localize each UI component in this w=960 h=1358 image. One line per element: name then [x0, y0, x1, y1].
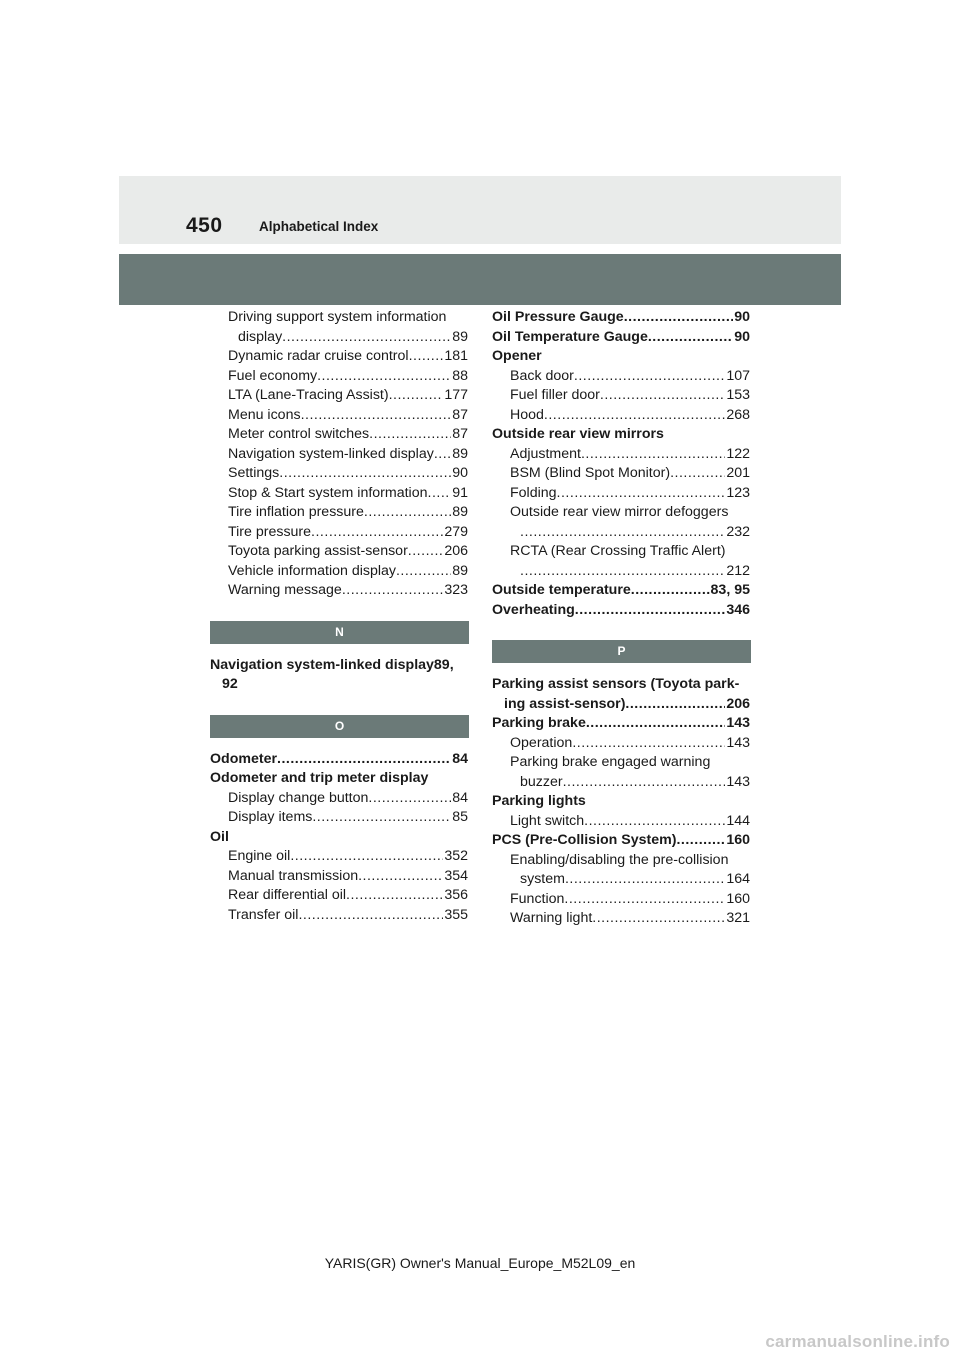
index-entry [492, 503, 750, 523]
dot-leader [409, 347, 444, 367]
header-dark-band [119, 254, 841, 305]
entry-page[interactable]: 90 [734, 328, 750, 345]
index-entry [210, 484, 468, 504]
entry-page[interactable]: 91 [452, 484, 468, 501]
index-entry [492, 562, 750, 582]
entry-page[interactable]: 84 [452, 789, 468, 806]
dot-leader [625, 695, 725, 715]
index-entry [492, 792, 750, 812]
dot-leader [277, 750, 451, 770]
entry-label: Fuel economy [228, 367, 318, 384]
dot-leader [428, 484, 452, 504]
index-entry [210, 347, 468, 367]
entry-label: Oil Temperature Gauge [492, 328, 648, 345]
entry-label: Manual transmission [228, 867, 359, 884]
dot-leader [581, 445, 725, 465]
entry-label: Engine oil [228, 848, 291, 864]
entry-page[interactable]: 232 [726, 523, 750, 540]
entry-label: system [520, 871, 565, 887]
entry-label: Settings [228, 465, 280, 481]
entry-page[interactable]: 321 [726, 910, 750, 926]
entry-label: Light switch [510, 812, 585, 829]
index-entry [210, 867, 468, 887]
section-title: Alphabetical Index [259, 219, 379, 234]
entry-page[interactable]: 206 [726, 695, 750, 712]
dot-leader [575, 601, 726, 621]
entry-page[interactable]: 90 [452, 465, 468, 481]
dot-leader [358, 867, 443, 887]
dot-leader [434, 445, 451, 465]
dot-leader [584, 812, 725, 832]
entry-label: BSM (Blind Spot Monitor) [510, 465, 671, 481]
entry-label: Parking lights [492, 793, 586, 809]
dot-leader [600, 386, 725, 406]
entry-label: Parking brake engaged warning [510, 754, 711, 770]
entry-label: Outside temperature [492, 582, 631, 598]
entry-label: display [238, 328, 283, 345]
index-entry [210, 906, 468, 926]
entry-label: Function [510, 890, 565, 907]
index-entry [492, 464, 750, 484]
entry-page[interactable]: 355 [444, 906, 468, 923]
header-band [119, 176, 841, 244]
index-entry [492, 695, 750, 715]
dot-leader [364, 503, 451, 523]
entry-label: Warning light [510, 910, 593, 926]
index-entry [492, 812, 750, 832]
index-column-right [492, 308, 750, 929]
dot-leader [572, 734, 725, 754]
entry-label: Meter control switches [228, 426, 370, 442]
entry-page[interactable]: 143 [726, 734, 750, 751]
dot-leader [282, 328, 451, 348]
page-number: 450 [186, 214, 223, 237]
index-column-left [210, 308, 468, 925]
entry-label: PCS (Pre-Collision System) [492, 832, 677, 848]
index-entry [492, 714, 750, 734]
index-entry [492, 386, 750, 406]
entry-label: Parking assist sensors (Toyota park- [492, 676, 740, 692]
index-entry [492, 870, 750, 890]
entry-page[interactable]: 90 [734, 309, 750, 325]
dot-leader [586, 714, 725, 734]
index-entry [492, 367, 750, 387]
index-entry [492, 523, 750, 543]
index-entry [492, 909, 750, 929]
entry-page[interactable]: 201 [726, 465, 750, 481]
entry-page[interactable]: 160 [726, 832, 750, 848]
index-entry [210, 503, 468, 523]
entry-page[interactable]: 89 [452, 445, 468, 462]
index-entry [210, 656, 468, 676]
index-entry [492, 773, 750, 793]
entry-label: buzzer [520, 773, 563, 790]
entry-page[interactable]: 181 [444, 348, 468, 364]
index-entry [210, 406, 468, 426]
index-entry [210, 445, 468, 465]
entry-label: Stop & Start system information [228, 484, 428, 501]
dot-leader [342, 581, 444, 601]
entry-page[interactable]: 354 [444, 867, 468, 884]
entry-page[interactable]: 206 [444, 543, 468, 559]
entry-page[interactable]: 212 [726, 562, 750, 579]
entry-label: Parking brake [492, 715, 586, 731]
index-entry [210, 847, 468, 867]
dot-leader [301, 406, 452, 426]
index-entry [492, 406, 750, 426]
dot-leader [520, 523, 725, 543]
dot-leader [389, 386, 444, 406]
entry-label: Toyota parking assist-sensor [228, 543, 408, 559]
index-entry [210, 675, 468, 695]
index-entry [210, 828, 468, 848]
entry-label: Hood [510, 406, 544, 423]
dot-leader [520, 562, 725, 582]
section-letter-n: N [210, 621, 469, 644]
entry-label: Display change button [228, 789, 369, 806]
entry-page[interactable]: 143 [726, 773, 750, 790]
entry-page[interactable]: 123 [726, 484, 750, 501]
entry-page[interactable]: 89 [452, 504, 468, 520]
dot-leader [279, 464, 451, 484]
entry-label: Outside rear view mirrors [492, 426, 664, 442]
watermark: carmanualsonline.info [765, 1332, 950, 1351]
dot-leader [631, 581, 710, 601]
dot-leader [676, 831, 725, 851]
index-entry [492, 675, 750, 695]
dot-leader [408, 542, 444, 562]
index-entry [492, 347, 750, 367]
entry-label: Tire inflation pressure [228, 504, 364, 520]
entry-label: Oil [210, 828, 229, 845]
dot-leader [317, 367, 451, 387]
entry-label: Tire pressure [228, 523, 312, 540]
index-entry [492, 734, 750, 754]
entry-page[interactable]: 84 [452, 750, 468, 767]
entry-label: Navigation system-linked display [228, 445, 434, 462]
dot-leader [670, 464, 725, 484]
entry-label: Outside rear view mirror defoggers [510, 504, 729, 520]
index-entry [492, 445, 750, 465]
entry-label[interactable]: 92 [222, 676, 238, 692]
entry-page[interactable]: 177 [444, 387, 468, 403]
entry-label: Rear differential oil [228, 887, 347, 903]
entry-label: Enabling/disabling the pre-collision [510, 851, 729, 868]
entry-label: Odometer and trip meter display [210, 770, 429, 786]
entry-label: RCTA (Rear Crossing Traffic Alert) [510, 543, 726, 559]
index-entry [492, 831, 750, 851]
entry-page[interactable]: 107 [726, 367, 750, 384]
entry-page[interactable]: 153 [726, 387, 750, 403]
entry-label: Fuel filler door [510, 387, 600, 403]
entry-page[interactable]: 144 [726, 812, 750, 829]
index-entry [210, 769, 468, 789]
index-entry [492, 890, 750, 910]
index-entry [210, 308, 468, 328]
dot-leader [565, 870, 725, 890]
index-entry [210, 562, 468, 582]
index-entry [210, 750, 468, 770]
entry-page[interactable]: 83, 95 [710, 582, 750, 598]
index-entry [210, 886, 468, 906]
entry-label: Operation [510, 734, 573, 751]
index-entry [492, 328, 750, 348]
index-entry [210, 542, 468, 562]
entry-label: Folding [510, 484, 557, 501]
entry-page[interactable]: 89 [452, 328, 468, 345]
dot-leader [557, 484, 726, 504]
dot-leader [544, 406, 725, 426]
dot-leader [369, 425, 451, 445]
entry-page[interactable]: 87 [452, 426, 468, 442]
footer-manual-id: YARIS(GR) Owner's Manual_Europe_M52L09_en [324, 1255, 636, 1271]
index-entry [210, 464, 468, 484]
entry-label: Adjustment [510, 445, 581, 462]
index-entry [492, 308, 750, 328]
dot-leader [311, 523, 443, 543]
index-entry [210, 367, 468, 387]
section-letter-p: P [492, 640, 751, 663]
entry-page[interactable]: 89 [452, 562, 468, 579]
entry-page[interactable]: 143 [726, 715, 750, 731]
dot-leader [368, 789, 451, 809]
section-letter-o: O [210, 715, 469, 738]
entry-label: Display items [228, 809, 313, 825]
entry-label: Back door [510, 367, 574, 384]
dot-leader [592, 909, 725, 929]
dot-leader [396, 562, 451, 582]
entry-label: LTA (Lane-Tracing Assist) [228, 387, 389, 403]
entry-label: ing assist-sensor) [504, 695, 626, 712]
entry-page[interactable]: 85 [452, 809, 468, 825]
entry-page[interactable]: 346 [726, 601, 750, 618]
index-entry [492, 425, 750, 445]
index-entry [492, 542, 750, 562]
entry-page[interactable]: 352 [444, 848, 468, 864]
index-entry [210, 808, 468, 828]
dot-leader [563, 773, 726, 793]
dot-leader [564, 890, 725, 910]
index-entry [492, 851, 750, 871]
dot-leader [290, 847, 443, 867]
index-entry [210, 328, 468, 348]
entry-label: Menu icons [228, 406, 301, 423]
entry-label: Warning message [228, 582, 342, 598]
index-entry [210, 425, 468, 445]
dot-leader [346, 886, 443, 906]
entry-page[interactable]: 122 [726, 445, 750, 462]
entry-page[interactable]: 88 [452, 367, 468, 384]
entry-page[interactable]: 356 [444, 887, 468, 903]
dot-leader [312, 808, 451, 828]
entry-page[interactable]: 87 [452, 406, 468, 423]
index-entry [210, 523, 468, 543]
index-entry [492, 753, 750, 773]
entry-label: Vehicle information display [228, 562, 396, 579]
index-entry [210, 789, 468, 809]
dot-leader [574, 367, 725, 387]
index-entry [492, 581, 750, 601]
entry-page[interactable]: 279 [444, 523, 468, 540]
index-entry [210, 581, 468, 601]
entry-label: Dynamic radar cruise control [228, 348, 409, 364]
entry-page[interactable]: 268 [726, 406, 750, 423]
index-entry [492, 484, 750, 504]
entry-page[interactable]: 160 [726, 890, 750, 907]
entry-label: Transfer oil [228, 906, 299, 923]
dot-leader [298, 906, 443, 926]
index-entry [492, 601, 750, 621]
entry-label[interactable]: Navigation system-linked display89, [210, 656, 454, 673]
entry-label: Odometer [210, 750, 278, 767]
index-entry [210, 386, 468, 406]
entry-page[interactable]: 323 [444, 582, 468, 598]
entry-page[interactable]: 164 [726, 871, 750, 887]
entry-label: Oil Pressure Gauge [492, 309, 624, 325]
entry-label: Opener [492, 348, 542, 364]
entry-label: Overheating [492, 601, 575, 618]
dot-leader [648, 328, 733, 348]
entry-label: Driving support system information [228, 309, 447, 325]
dot-leader [624, 308, 734, 328]
